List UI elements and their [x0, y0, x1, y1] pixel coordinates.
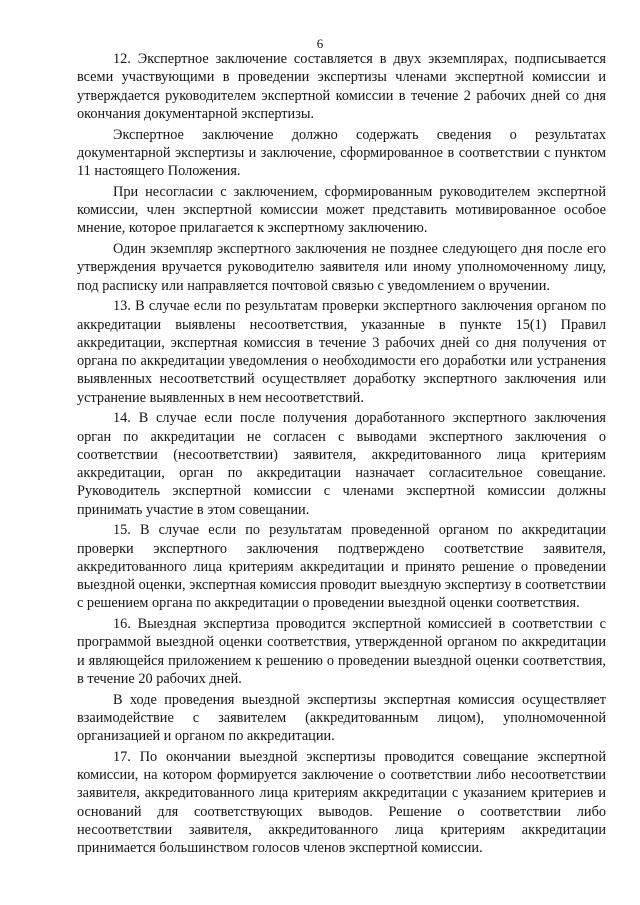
paragraph-delivery: Один экземпляр экспертного заключения не позднее следующего дня после его утверждения вручается руководителю заявителя или иному уполномоченному лицу, под расписку или направляется почтовой связью с уведомлением о вручении. [77, 241, 606, 294]
paragraph-17-final-meeting: 17. По окончании выездной экспертизы проводится совещание экспертной комиссии, на котором формируется заключение о соответствии либо несоответствии заявителя, аккредитованного лица критериям аккредитации с указанием критериев и оснований для соответствующих выводов. Решение о соответствии либо несоответствии заявителя, аккредитованного лица критериям аккредитации принимается большинством голосов членов экспертной комиссии. [77, 748, 606, 856]
paragraph-14-conciliation: 14. В случае если после получения доработанного экспертного заключения орган по аккредитации не согласен с выводами экспертного заключения о соответствии (несоответствии) заявителя, аккредитованного лица критериям аккредитации, орган по аккредитации назначает согласительное совещание. Руководитель экспертной комиссии с членами экспертной комиссии должны принимать участие в этом совещании. [77, 410, 606, 518]
paragraph-interaction: В ходе проведения выездной экспертизы экспертная комиссия осуществляет взаимодействие с заявителем (аккредитованным лицом), уполномоченной организацией и органом по аккредитации. [77, 691, 606, 744]
paragraph-conclusion-contents: Экспертное заключение должно содержать сведения о результатах документарной экспертизы и заключение, сформированное в соответствии с пунктом 11 настоящего Положения. [77, 126, 606, 179]
paragraph-16-onsite-expertise: 16. Выездная экспертиза проводится экспертной комиссией в соответствии с программой выездной оценки соответствия, утвержденной органом по аккредитации и являющейся приложением к решению о проведении выездной оценки соответствия, в течение 20 рабочих дней. [77, 616, 606, 687]
paragraph-dissenting-opinion: При несогласии с заключением, сформированным руководителем экспертной комиссии, член экспертной комиссии может представить мотивированное особое мнение, которое прилагается к экспертному заключению. [77, 183, 606, 237]
paragraph-13-revision: 13. В случае если по результатам проверки экспертного заключения органом по аккредитации выявлены несоответствия, указанные в пункте 15(1) Правил аккредитации, экспертная комиссия в течение 3 рабочих дней со дня получения от органа по аккредитации уведомления о необходимости его доработки или устранения выявленных несоответствий осуществляет доработку экспертного заключения или устранение выявленных в нем несоответствий. [77, 298, 606, 406]
paragraph-15-onsite-assessment: 15. В случае если по результатам проведенной органом по аккредитации проверки экспертного заключения подтверждено соответствие заявителя, аккредитованного лица критериям аккредитации и принято решение о проведении выездной оценки, экспертная комиссия проводит выездную экспертизу в соответствии с решением органа по аккредитации о проведении выездной оценки соответствия. [77, 522, 606, 612]
document-body [77, 50, 606, 860]
page-number: 6 [316, 36, 324, 51]
paragraph-12-signing: 12. Экспертное заключение составляется в двух экземплярах, подписывается всеми участвующими в проведении экспертизы членами экспертной комиссии и утверждается руководителем экспертной комиссии в течение 2 рабочих дней со дня окончания документарной экспертизы. [77, 51, 606, 122]
